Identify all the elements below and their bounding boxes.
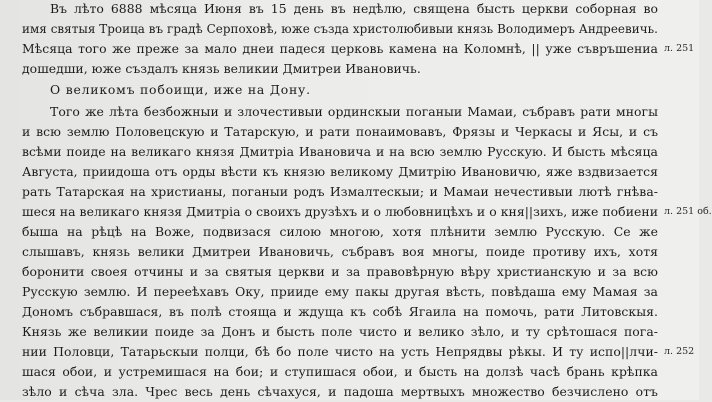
text-line: всѣми поиде на великаго князя Дмитрiа Ивановича и на всю землю Русскую. И бысть мѣсяца <box>22 144 658 159</box>
text-line: рать Татарская на христианы, поганыи родъ Измалтескыи; и Мамаи нечестивыи лютѣ гнѣва- <box>22 184 658 199</box>
text-line: Августа, приидоша отъ орды вѣсти къ князю великому Дмитрiю Ивановичю, яже вздвизается <box>22 164 658 179</box>
margin-note-folio: л. 251 <box>664 43 695 54</box>
text-line: Того же лѣта безбожныи и злочестивыи ординскыи поганыи Мамаи, събравъ рати многы <box>50 104 658 119</box>
text-line: зѣло и сѣча зла. Чрес весь день сѣчахуся, и падоша мертвыхъ множество безчислено отъ <box>22 384 658 399</box>
text-line: Князь же великии поиде за Донъ и бысть поле чисто и велико зѣло, и ту срѣтошася пога- <box>22 324 658 339</box>
margin-note-folio: л. 251 об. <box>664 206 712 217</box>
text-line: боронити своея отчины и за святыя церкви и за правовѣрную вѣру христианскую и за всю <box>22 264 658 279</box>
text-line: Мѣсяца того же преже за мало днеи падеся церковь камена на Коломнѣ, || уже съвръшениа <box>22 41 658 56</box>
text-line: шася обои, и устремишася на бои; и ступишася обои, и бысть на долзѣ часѣ брань крѣпка <box>22 364 658 379</box>
text-line: нии Половци, Татарьскыи полци, бѣ бо поле чисто на усть Непрядвы рѣкы. И ту испо||лчи- <box>22 344 658 359</box>
margin-note-folio: л. 252 <box>664 346 695 357</box>
text-line: и всю землю Половецскую и Татарскую, и рати понаимовавъ, Фрязы и Черкасы и Ясы, и съ <box>22 124 658 139</box>
text-line: Русскую землю. И перееѣхавъ Оку, прииде ему пакы другая вѣсть, повѣдаша ему Мамая за <box>22 284 658 299</box>
section-heading: О великомъ побоищи, иже на Дону. <box>50 82 311 97</box>
text-line: дошедши, юже създалъ князь великии Дмитреи Ивановичь. <box>22 61 421 76</box>
text-line: Дономъ събравшася, въ полѣ стояща и ждуща къ собѣ Ягаила на помочь, рати Литовскыя. <box>22 304 658 319</box>
text-line: шеся на великаго князя Дмитрiа о своихъ друзѣхъ и о любовницѣхъ и о кня||зихъ, иже побиени <box>22 204 658 219</box>
text-line: слышавъ, князь велики Дмитреи Ивановичь, събравъ воя многы, поиде противу ихъ, хотя <box>22 244 658 259</box>
text-line: быша на рѣцѣ на Воже, подвизася силою многою, хотя плѣнити землю Русскую. Се же <box>22 224 658 239</box>
text-line: Въ лѣто 6888 мѣсяца Июня въ 15 день въ недѣлю, священа бысть церкви соборная во <box>50 1 658 16</box>
text-line: имя святыя Троица въ градѣ Серпоховѣ, юже създа христолюбивыи князь Володимеръ Андреевичь. <box>22 22 658 36</box>
